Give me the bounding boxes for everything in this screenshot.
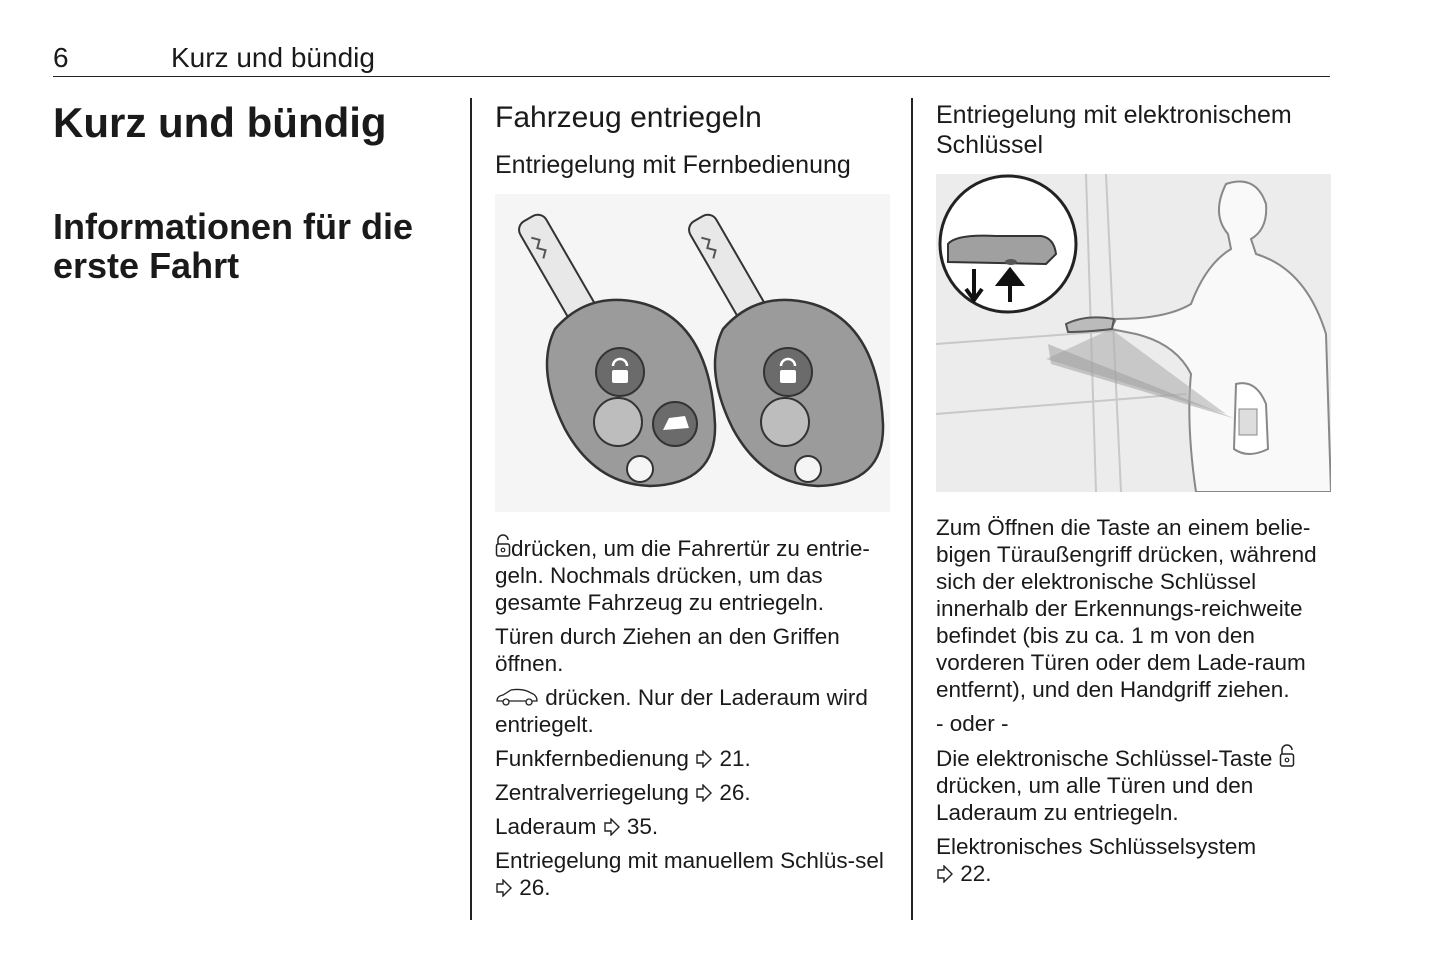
reference-arrow-icon [603, 818, 621, 836]
paragraph: Zum Öffnen die Taste an einem belie-bigen Türaußengriff drücken, während sich der elektronische Schlüssel innerhalb der Erkennungs-reichweite befindet (bis zu ca. 1 m von den vorderen Türen oder dem Lade-raum entfernt), und den Handgriff ziehen. [936, 515, 1317, 702]
car-tailgate-icon [495, 687, 539, 707]
paragraph [936, 744, 1336, 826]
column-divider [470, 98, 472, 920]
reference-link[interactable]: Entriegelung mit manuellem Schlüs-sel 26. [495, 848, 884, 900]
reference-arrow-icon [936, 865, 954, 883]
keyless-entry-figure [936, 174, 1331, 492]
section-title: Informationen für die erste Fahrt [53, 206, 413, 287]
paragraph: Türen durch Ziehen an den Griffen öffnen. [495, 624, 840, 676]
page-header [53, 40, 1330, 77]
main-title: Kurz und bündig [53, 99, 387, 146]
header-title: Kurz und bündig [171, 42, 375, 73]
reference-link[interactable]: Zentralverriegelung 26. [495, 780, 751, 805]
reference-link[interactable]: Funkfernbedienung 21. [495, 746, 751, 771]
paragraph [495, 534, 895, 616]
paragraph-text: drücken, um die Fahrertür zu entrie-geln. Nochmals drücken, um das gesamte Fahrzeug zu entriegeln. [495, 536, 870, 615]
subsection-heading: Entriegelung mit elektronischem Schlüssel [936, 101, 1292, 159]
column-divider [911, 98, 913, 920]
column-right [936, 98, 1336, 894]
unlock-icon [495, 534, 511, 558]
page-number: 6 [53, 42, 69, 73]
reference-link[interactable]: Elektronisches Schlüsselsystem 22. [936, 834, 1257, 886]
reference-arrow-icon [495, 879, 513, 897]
reference-arrow-icon [695, 750, 713, 768]
column-middle [495, 98, 895, 908]
reference-arrow-icon [695, 784, 713, 802]
subsection-heading: Entriegelung mit Fernbedienung [495, 151, 851, 179]
paragraph-text: drücken, um alle Türen und den Laderaum zu entriegeln. [936, 773, 1254, 825]
section-heading: Fahrzeug entriegeln [495, 101, 762, 134]
unlock-icon [1279, 744, 1295, 768]
reference-link[interactable]: Laderaum 35. [495, 814, 659, 839]
paragraph-text: Die elektronische Schlüssel-Taste [936, 746, 1273, 771]
paragraph-oder: - oder - [936, 711, 1009, 736]
paragraph [495, 684, 895, 738]
remote-keys-figure [495, 194, 890, 512]
paragraph-text: drücken. Nur der Laderaum wird entriegelt. [495, 685, 868, 737]
column-left [53, 98, 453, 286]
